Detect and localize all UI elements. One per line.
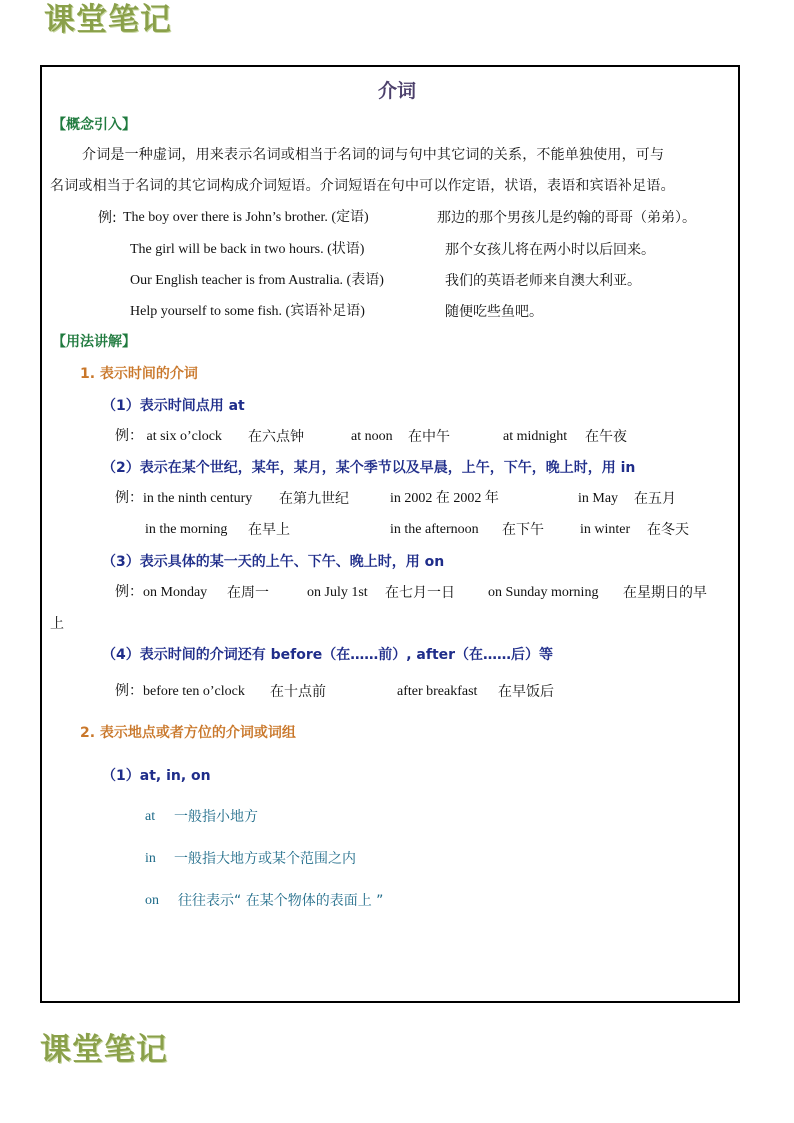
example-en-2: The girl will be back in two hours. (状语) bbox=[130, 242, 365, 257]
time-sub1-example: at noon bbox=[351, 429, 393, 444]
time-sub3-example: on Sunday morning bbox=[488, 585, 599, 600]
page-title: 介词 bbox=[377, 80, 416, 102]
example-en-4: Help yourself to some fish. (宾语补足语) bbox=[130, 304, 365, 319]
usage-heading: 【用法讲解】 bbox=[52, 334, 136, 350]
time-sub3-example: on July 1st bbox=[307, 585, 368, 600]
time-sub1-translation: 在六点钟 bbox=[248, 429, 304, 445]
time-sub2-translation: 在下午 bbox=[502, 522, 544, 538]
time-sub3-translation: 在周一 bbox=[227, 585, 269, 601]
time-sub1-translation: 在午夜 bbox=[585, 429, 627, 445]
time-sub2-example: in the morning bbox=[145, 522, 228, 537]
example-prefix: 例: bbox=[98, 210, 117, 226]
time-sub3-label: （3）表示具体的某一天的上午、下午、晚上时，用 on bbox=[102, 554, 445, 570]
time-sub1-example: at midnight bbox=[503, 429, 568, 444]
place-item-desc: 往往表示“ 在某个物体的表面上 ” bbox=[178, 893, 384, 909]
place-sub1-label: （1）at, in, on bbox=[102, 768, 211, 784]
time-sub2-translation: 在五月 bbox=[634, 491, 676, 507]
time-sub2-example: in May bbox=[578, 491, 619, 506]
time-sub2-translation: 在早上 bbox=[248, 522, 290, 538]
example-zh-4: 随便吃些鱼吧。 bbox=[445, 304, 543, 320]
place-item-desc: 一般指大地方或某个范围之内 bbox=[174, 851, 356, 867]
time-sub4-example: after breakfast bbox=[397, 684, 478, 699]
time-sub1-label: （1）表示时间点用 at bbox=[102, 398, 245, 414]
example-en-1: The boy over there is John’s brother. (定语) bbox=[123, 210, 369, 225]
place-item-word: on bbox=[145, 893, 159, 908]
time-sub2-example: in 2002 在 2002 年 bbox=[390, 491, 499, 506]
concept-paragraph-line-2: 名词或相当于名词的其它词构成介词短语。介词短语在句中可以作定语，状语，表语和宾语补足语。 bbox=[50, 178, 675, 194]
footer-brand: 课堂笔记 bbox=[40, 1032, 168, 1068]
place-heading: 2. 表示地点或者方位的介词或词组 bbox=[80, 725, 296, 741]
time-sub2-translation: 在第九世纪 bbox=[279, 491, 349, 507]
time-sub4-label: （4）表示时间的介词还有 before（在……前）, after（在……后）等 bbox=[102, 647, 554, 663]
time-sub1-example: 例： at six o’clock bbox=[115, 429, 222, 444]
time-sub4-translation: 在早饭后 bbox=[498, 684, 554, 700]
example-en-3: Our English teacher is from Australia. (表语) bbox=[130, 273, 384, 288]
time-sub2-translation: 在冬天 bbox=[647, 522, 689, 538]
example-zh-1: 那边的那个男孩儿是约翰的哥哥（弟弟）。 bbox=[437, 210, 696, 226]
concept-paragraph-line-1: 介词是一种虚词，用来表示名词或相当于名词的词与句中其它词的关系，不能单独使用，可与 bbox=[82, 147, 665, 163]
time-sub2-example: in the afternoon bbox=[390, 522, 479, 537]
place-item-desc: 一般指小地方 bbox=[174, 809, 258, 825]
time-sub3-example: 例：on Monday bbox=[115, 585, 208, 600]
time-sub2-example: 例：in the ninth century bbox=[115, 491, 253, 506]
place-item-word: at bbox=[145, 809, 156, 824]
time-sub2-label: （2）表示在某个世纪，某年，某月，某个季节以及早晨，上午，下午，晚上时，用 in bbox=[102, 460, 636, 476]
time-sub1-translation: 在中午 bbox=[408, 429, 450, 445]
time-sub3-translation: 在七月一日 bbox=[385, 585, 455, 601]
example-zh-2: 那个女孩儿将在两小时以后回来。 bbox=[445, 242, 655, 258]
example-zh-3: 我们的英语老师来自澳大利亚。 bbox=[445, 273, 641, 289]
place-item-word: in bbox=[145, 851, 156, 866]
time-sub4-translation: 在十点前 bbox=[270, 684, 326, 700]
concept-heading: 【概念引入】 bbox=[52, 117, 136, 133]
header-brand: 课堂笔记 bbox=[44, 2, 172, 38]
time-sub2-example: in winter bbox=[580, 522, 631, 537]
time-sub3-wrap: 上 bbox=[50, 616, 64, 632]
time-sub4-example: 例：before ten o’clock bbox=[115, 684, 245, 699]
time-sub3-translation: 在星期日的早 bbox=[623, 585, 707, 601]
time-heading: 1. 表示时间的介词 bbox=[80, 366, 198, 382]
